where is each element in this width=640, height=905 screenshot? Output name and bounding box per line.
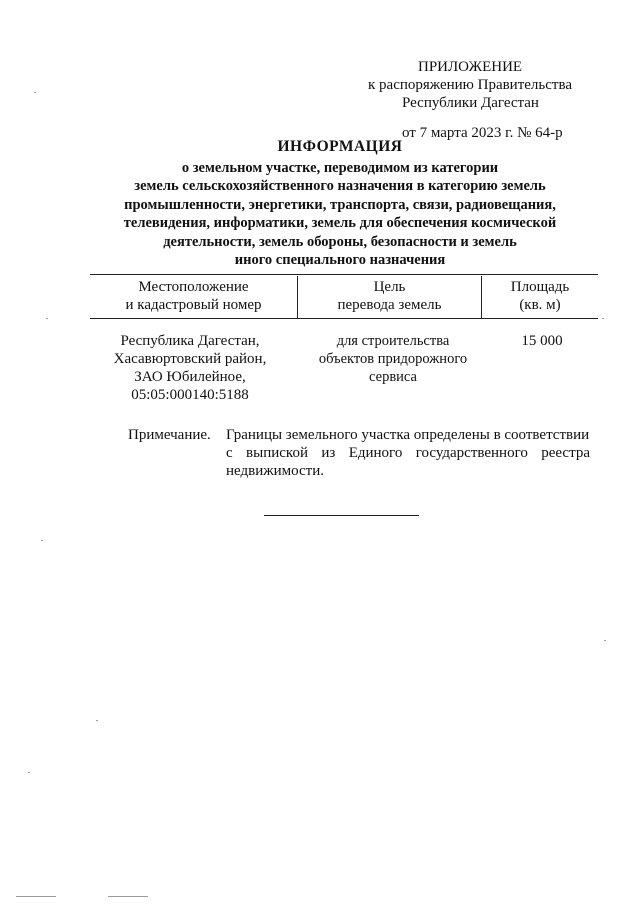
table-top-rule [90,274,598,275]
appendix-government: Республики Дагестан [402,95,539,111]
note-label: Примечание. [128,427,211,443]
scan-speck [604,640,606,641]
title-line-1: о земельном участке, переводимом из категории [181,159,499,176]
location-line: Республика Дагестан, [120,333,260,349]
title-line-4: телевидения, информатики, земель для обеспечения космической [123,215,557,231]
cadastral-number: 05:05:000140:5188 [131,387,249,403]
location-line: ЗАО Юбилейное, [134,369,246,385]
title-line-6: иного специального назначения [234,252,446,268]
scan-speck [34,92,36,93]
header-location-line-2: и кадастровый номер [125,297,262,313]
note-line-2: с выпиской из Единого государственного реестра [226,445,590,461]
title-line-5: деятельности, земель обороны, безопасности и земель [163,233,517,250]
appendix-title: ПРИЛОЖЕНИЕ [418,59,523,75]
document-heading: ИНФОРМАЦИЯ [277,138,403,155]
note-line-3: недвижимости. [226,463,324,479]
scan-speck [41,540,43,541]
cell-location [90,332,290,404]
scan-speck [96,720,98,721]
cell-area [482,332,602,350]
appendix-block [360,58,590,142]
note-text [226,426,590,480]
purpose-line: сервиса [369,369,417,385]
header-area-line-1: Площадь [510,279,570,295]
document-title [100,138,580,270]
header-area-line-2: (кв. м) [519,297,561,313]
header-purpose [298,278,481,314]
area-value: 15 000 [521,333,563,349]
scan-speck [46,318,48,319]
title-line-2: земель сельскохозяйственного назначения в категорию земель [134,178,546,194]
scan-speck [602,318,604,319]
header-location [90,278,297,314]
header-purpose-line-1: Цель [373,279,406,295]
appendix-date-number: от 7 марта 2023 г. № 64-р [402,125,563,141]
end-separator-rule [264,515,419,516]
note-line-1: Границы земельного участка определены в соответствии [226,427,590,443]
cell-purpose [298,332,488,386]
title-line-3: промышленности, энергетики, транспорта, связи, радиовещания, [124,196,556,213]
location-line: Хасавюртовский район, [113,351,267,367]
header-purpose-line-2: перевода земель [337,297,442,313]
header-area [482,278,598,314]
header-location-line-1: Местоположение [138,279,249,295]
table-header-rule [90,318,598,319]
scan-speck [28,772,30,773]
scan-speck [108,896,148,897]
scan-speck [16,896,56,897]
appendix-reference: к распоряжению Правительства [368,77,573,93]
purpose-line: объектов придорожного [318,351,468,367]
purpose-line: для строительства [336,333,450,349]
